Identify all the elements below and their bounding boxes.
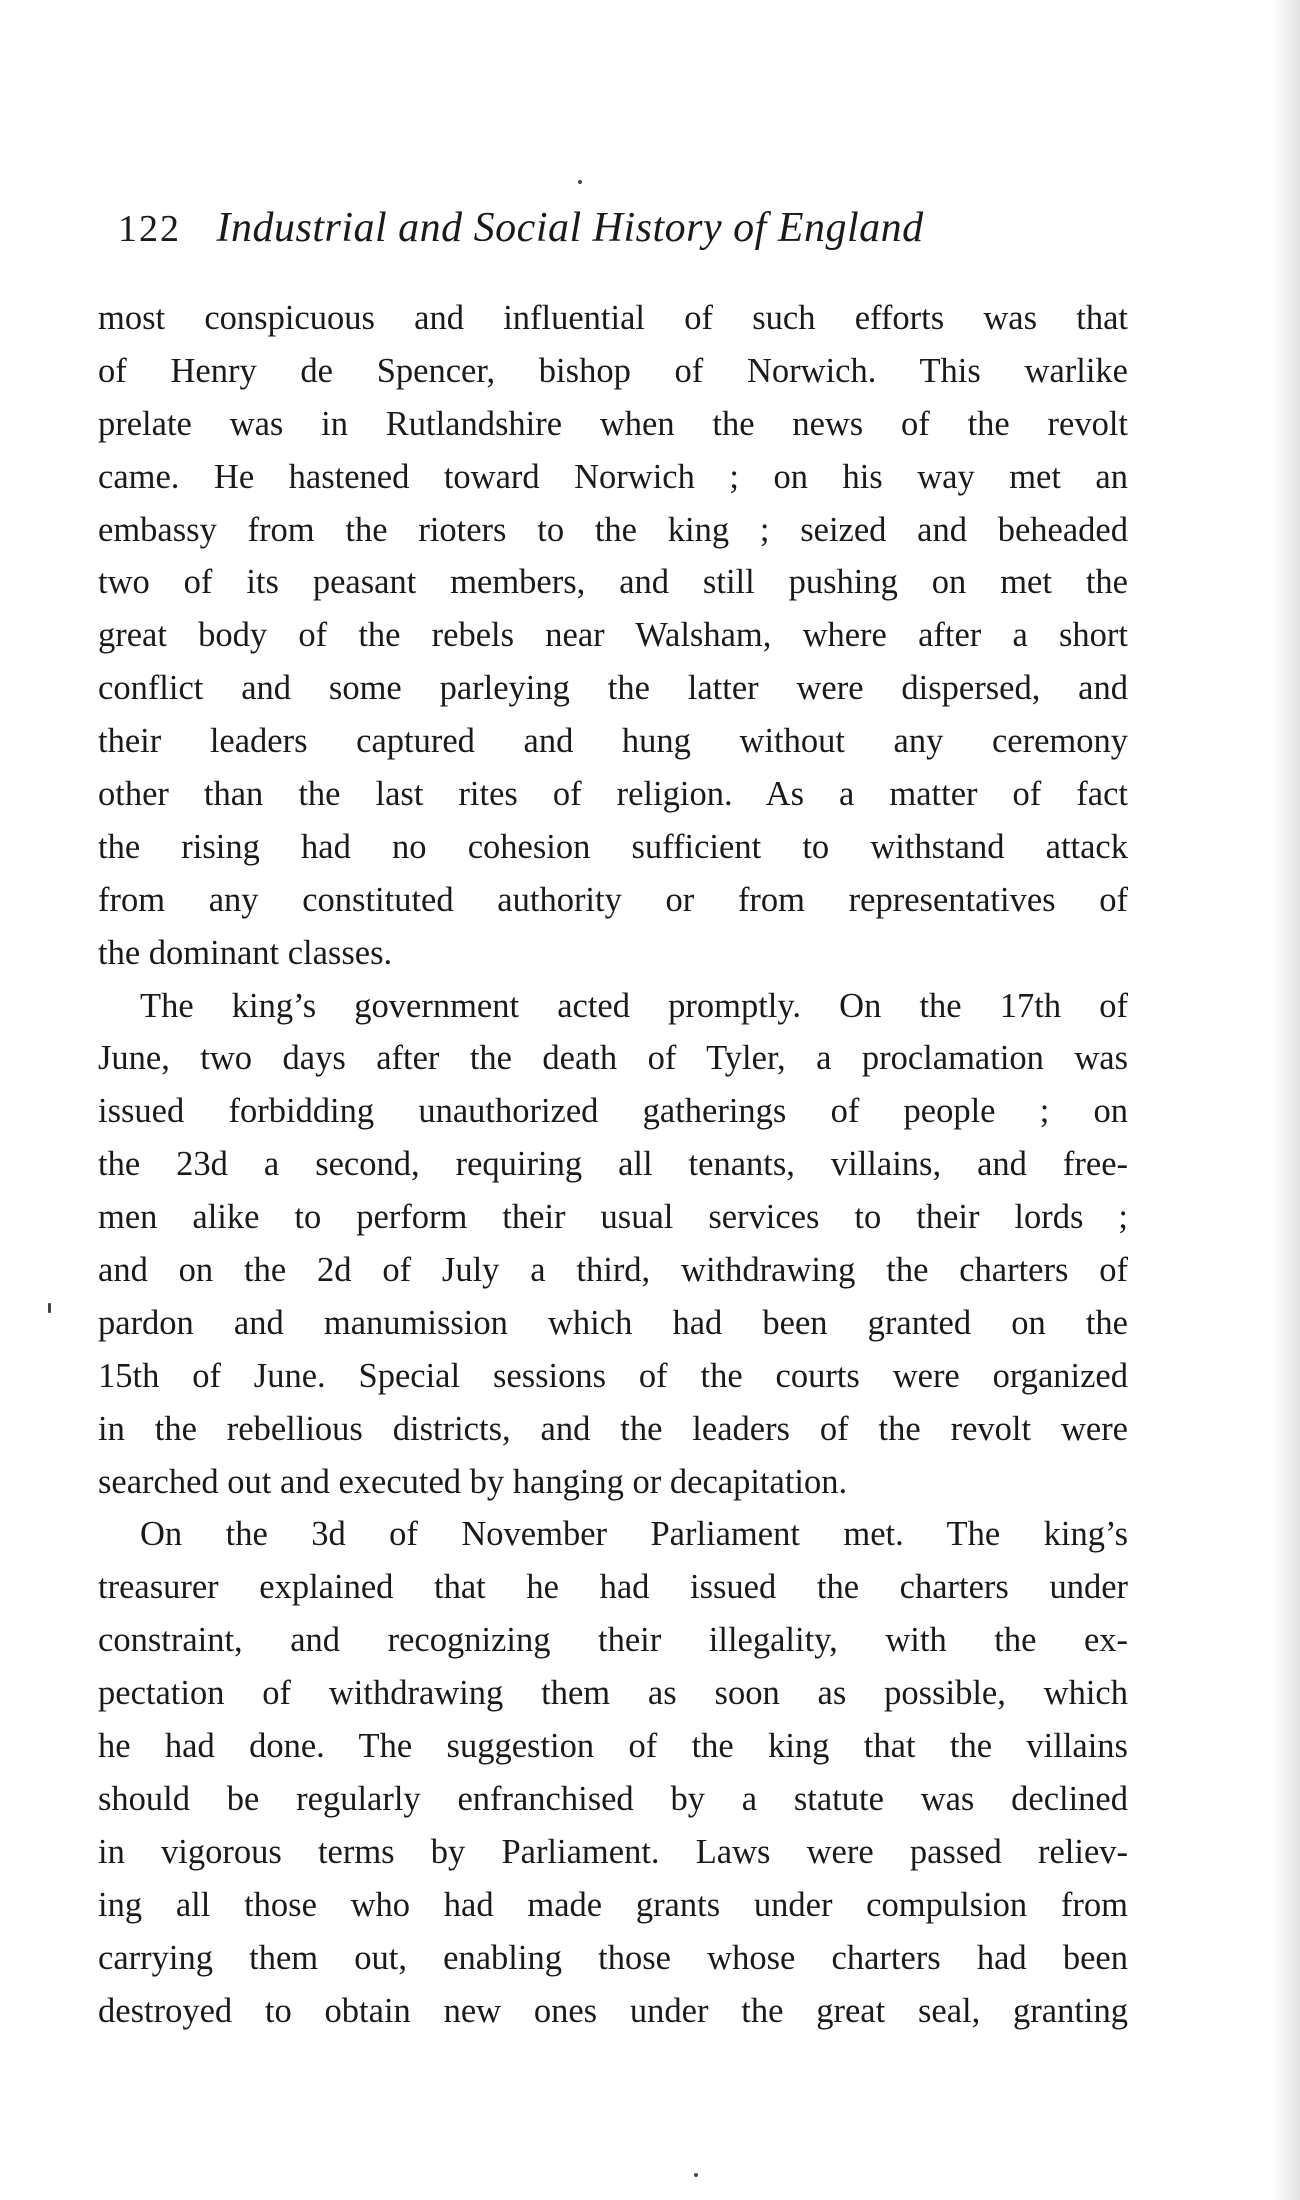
text-line: in vigorous terms by Parliament. Laws were passed reliev- xyxy=(98,1832,1128,1871)
text-line: The king’s government acted promptly. On the 17th of xyxy=(140,986,1128,1025)
text-line: conflict and some parleying the latter were dispersed, and xyxy=(98,669,1128,708)
text-line: carrying them out, enabling those whose charters had been xyxy=(98,1938,1128,1977)
text-line: On the 3d of November Parliament met. The king’s xyxy=(140,1515,1128,1554)
text-line: should be regularly enfranchised by a statute was declined xyxy=(98,1779,1128,1818)
text-line: ing all those who had made grants under compulsion from xyxy=(98,1885,1128,1924)
text-line: pardon and manumission which had been granted on the xyxy=(98,1303,1128,1342)
text-line: treasurer explained that he had issued the charters under xyxy=(98,1568,1128,1607)
running-title: Industrial and Social History of England xyxy=(216,205,924,251)
text-line: pectation of withdrawing them as soon as possible, which xyxy=(98,1674,1128,1713)
body-text xyxy=(98,292,1128,2037)
text-line: prelate was in Rutlandshire when the news of the revolt xyxy=(98,404,1128,443)
text-line: he had done. The suggestion of the king that the villains xyxy=(98,1727,1128,1766)
text-line: great body of the rebels near Walsham, where after a short xyxy=(98,616,1128,655)
text-line: the 23d a second, requiring all tenants, villains, and free- xyxy=(98,1145,1128,1184)
text-line: men alike to perform their usual services to their lords ; xyxy=(98,1198,1128,1237)
print-speck xyxy=(48,1303,51,1313)
text-line: of Henry de Spencer, bishop of Norwich. This warlike xyxy=(98,351,1128,390)
running-header xyxy=(118,198,1118,258)
text-line: 15th of June. Special sessions of the courts were organized xyxy=(98,1356,1128,1395)
page-number: 122 xyxy=(118,208,181,250)
text-line: came. He hastened toward Norwich ; on his way met an xyxy=(98,457,1128,496)
text-line: other than the last rites of religion. As a matter of fact xyxy=(98,775,1128,814)
text-line: their leaders captured and hung without any ceremony xyxy=(98,722,1128,761)
print-speck xyxy=(578,180,582,184)
text-line: issued forbidding unauthorized gatherings of people ; on xyxy=(98,1092,1128,1131)
text-line: constraint, and recognizing their illegality, with the ex- xyxy=(98,1621,1128,1660)
paragraph-1 xyxy=(98,292,1128,980)
text-line: searched out and executed by hanging or decapitation. xyxy=(98,1462,848,1501)
paragraph-3 xyxy=(98,1508,1128,2037)
print-speck xyxy=(694,2173,698,2177)
text-line: the rising had no cohesion sufficient to withstand attack xyxy=(98,827,1128,866)
text-line: in the rebellious districts, and the leaders of the revolt were xyxy=(98,1409,1128,1448)
text-line: from any constituted authority or from representatives of xyxy=(98,880,1128,919)
paragraph-2 xyxy=(98,980,1128,1509)
page-binding-edge xyxy=(1272,0,1300,2200)
text-line: two of its peasant members, and still pushing on met the xyxy=(98,563,1128,602)
text-line: most conspicuous and influential of such efforts was that xyxy=(98,299,1128,337)
text-line: the dominant classes. xyxy=(98,933,393,972)
text-line: embassy from the rioters to the king ; seized and beheaded xyxy=(98,510,1128,549)
text-line: destroyed to obtain new ones under the great seal, granting xyxy=(98,1991,1128,2030)
text-line: and on the 2d of July a third, withdrawing the charters of xyxy=(98,1251,1128,1290)
text-line: June, two days after the death of Tyler, a proclamation was xyxy=(98,1039,1128,1078)
